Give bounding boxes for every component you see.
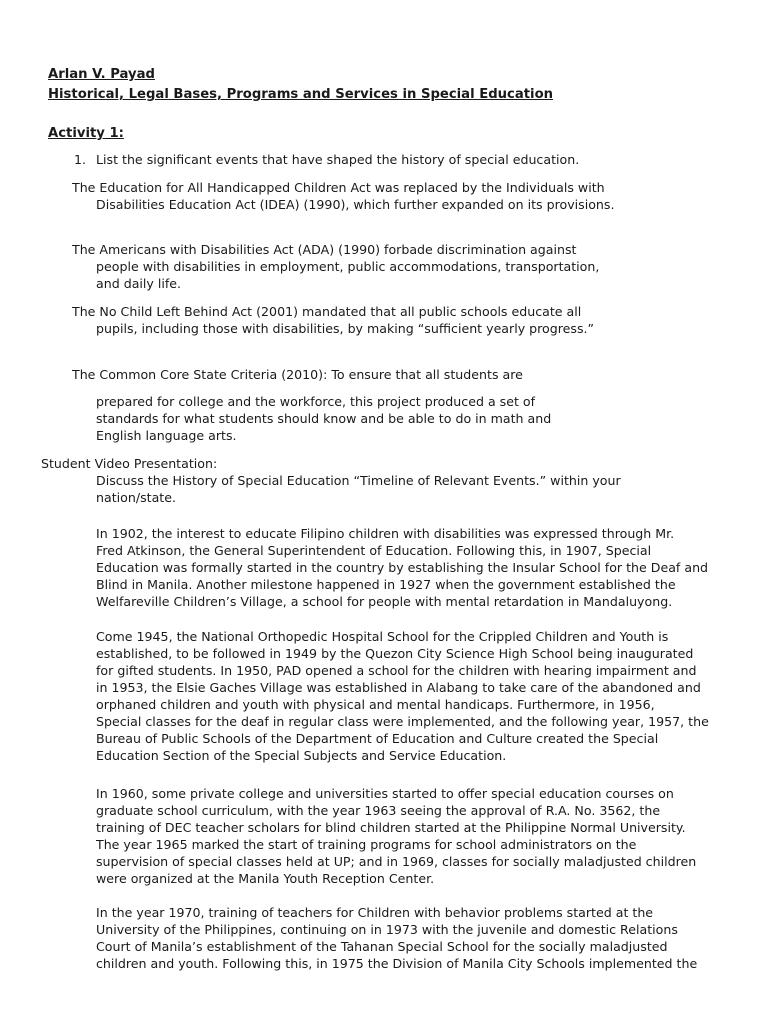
history-paragraph: In 1960, some private college and universities started to offer special education courses on graduate school curriculum, with the year 1963 seeing the approval of R.A. No. 3562, the training of DEC teacher scholars for blind children started at the Philippine Normal University. The year 1965 marked the start of training programs for school administrators on the supervision of special classes held at UP; and in 1969, classes for socially maladjusted children were organized at the Manila Youth Reception Center. [96,786,697,886]
numbered-item [74,151,579,168]
item-text: List the significant events that have shaped the history of special education. [96,152,580,167]
event-paragraph: The Americans with Disabilities Act (ADA) (1990) forbade discrimination against people with disabilities in employment, public accommodations, transportation, and daily life. [72,242,600,291]
item-number: 1. [74,152,87,167]
event-paragraph: The No Child Left Behind Act (2001) mandated that all public schools educate all pupils, including those with disabilities, by making “sufficient yearly progress.” [72,304,595,336]
video-prompt: Discuss the History of Special Education “Timeline of Relevant Events.” within your nation/state. [96,473,621,505]
history-paragraph: In 1902, the interest to educate Filipino children with disabilities was expressed through Mr. Fred Atkinson, the General Superintendent of Education. Following this, in 1907, Special Education was formally started in the country by establishing the Insular School for the Deaf and Blind in Manila. Another milestone happened in 1927 when the government established the Welfareville Children’s Village, a school for people with mental retardation in Mandaluyong. [96,526,709,609]
history-paragraph: Come 1945, the National Orthopedic Hospital School for the Crippled Children and Youth is established, to be followed in 1949 by the Quezon City Science High School being inaugurated for gifted students. In 1950, PAD opened a school for the children with hearing impairment and in 1953, the Elsie Gaches Village was established in Alabang to take care of the abandoned and orphaned children and youth with physical and mental handicaps. Furthermore, in 1956, Special classes for the deaf in regular class were implemented, and the following year, 1957, the Bureau of Public Schools of the Department of Education and Culture created the Special Education Section of the Special Subjects and Service Education. [96,629,709,763]
event-paragraph-continued: prepared for college and the workforce, this project produced a set of standards for what students should know and be able to do in math and English language arts. [96,394,552,443]
event-paragraph: The Education for All Handicapped Children Act was replaced by the Individuals with Disabilities Education Act (IDEA) (1990), which further expanded on its provisions. [72,180,615,212]
video-section-label: Student Video Presentation: [41,456,218,471]
history-paragraph: In the year 1970, training of teachers for Children with behavior problems started at the University of the Philippines, continuing on in 1973 with the juvenile and domestic Relations Court of Manila’s establishment of the Tahanan Special School for the socially maladjusted children and youth. Following this, in 1975 the Division of Manila City Schools implemented the [96,905,698,971]
document-title: Historical, Legal Bases, Programs and Services in Special Education [48,87,554,102]
author-name: Arlan V. Payad [48,67,155,82]
event-paragraph: The Common Core State Criteria (2010): To ensure that all students are [72,367,523,382]
activity-heading: Activity 1: [48,126,124,141]
